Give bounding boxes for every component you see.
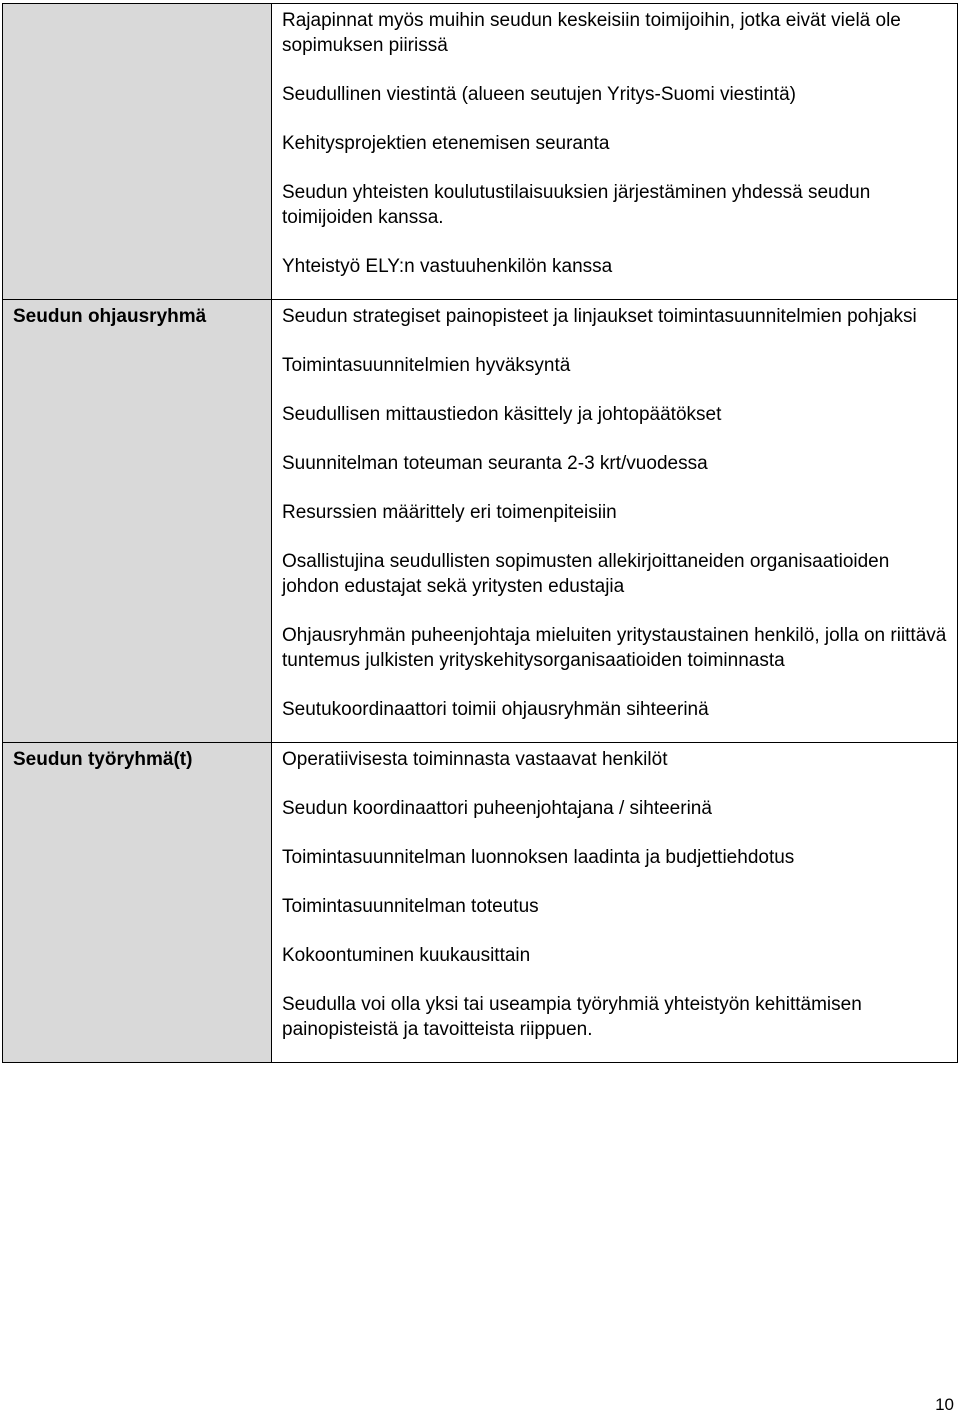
list-item: Toimintasuunnitelman luonnoksen laadinta ja budjettiehdotus <box>282 847 795 868</box>
list-item: Kehitysprojektien etenemisen seuranta <box>282 133 610 154</box>
role-cell <box>3 300 272 743</box>
list-item: Osallistujina seudullisten sopimusten allekirjoittaneiden organisaatioiden johdon edustajat sekä yritysten edustajia <box>282 551 890 597</box>
table-row <box>3 4 958 300</box>
list-item: Seudullisen mittaustiedon käsittely ja johtopäätökset <box>282 404 722 425</box>
list-item: Kokoontuminen kuukausittain <box>282 945 531 966</box>
page-number: 10 <box>935 1395 954 1414</box>
list-item: Rajapinnat myös muihin seudun keskeisiin toimijoihin, jotka eivät vielä ole sopimuksen piirissä <box>282 10 901 56</box>
list-item: Seudun yhteisten koulutustilaisuuksien järjestäminen yhdessä seudun toimijoiden kanssa. <box>282 182 871 228</box>
responsibility-table <box>2 3 958 1063</box>
tasks-cell <box>272 300 958 743</box>
list-item: Toimintasuunnitelman toteutus <box>282 896 539 917</box>
table-row <box>3 300 958 743</box>
list-item: Suunnitelman toteuman seuranta 2-3 krt/vuodessa <box>282 453 708 474</box>
tasks-cell <box>272 4 958 300</box>
list-item: Seudullinen viestintä (alueen seutujen Yritys-Suomi viestintä) <box>282 84 796 105</box>
list-item: Seudun koordinaattori puheenjohtajana / sihteerinä <box>282 798 712 819</box>
list-item: Seudulla voi olla yksi tai useampia työryhmiä yhteistyön kehittämisen painopisteistä ja tavoitteista riippuen. <box>282 994 862 1040</box>
role-label-ohjausryhma: Seudun ohjausryhmä <box>13 306 207 327</box>
list-item: Resurssien määrittely eri toimenpiteisiin <box>282 502 617 523</box>
role-cell <box>3 743 272 1063</box>
table-row <box>3 743 958 1063</box>
list-item: Operatiivisesta toiminnasta vastaavat henkilöt <box>282 749 668 770</box>
role-label-tyoryhma: Seudun työryhmä(t) <box>13 749 193 770</box>
list-item: Seudun strategiset painopisteet ja linjaukset toimintasuunnitelmien pohjaksi <box>282 306 917 327</box>
list-item: Toimintasuunnitelmien hyväksyntä <box>282 355 571 376</box>
list-item: Seutukoordinaattori toimii ohjausryhmän sihteerinä <box>282 699 709 720</box>
list-item: Yhteistyö ELY:n vastuuhenkilön kanssa <box>282 256 613 277</box>
role-cell-empty <box>3 4 272 300</box>
list-item: Ohjausryhmän puheenjohtaja mieluiten yritystaustainen henkilö, jolla on riittävä tuntemus julkisten yrityskehitysorganisaatioiden toiminnasta <box>282 625 947 671</box>
tasks-cell <box>272 743 958 1063</box>
